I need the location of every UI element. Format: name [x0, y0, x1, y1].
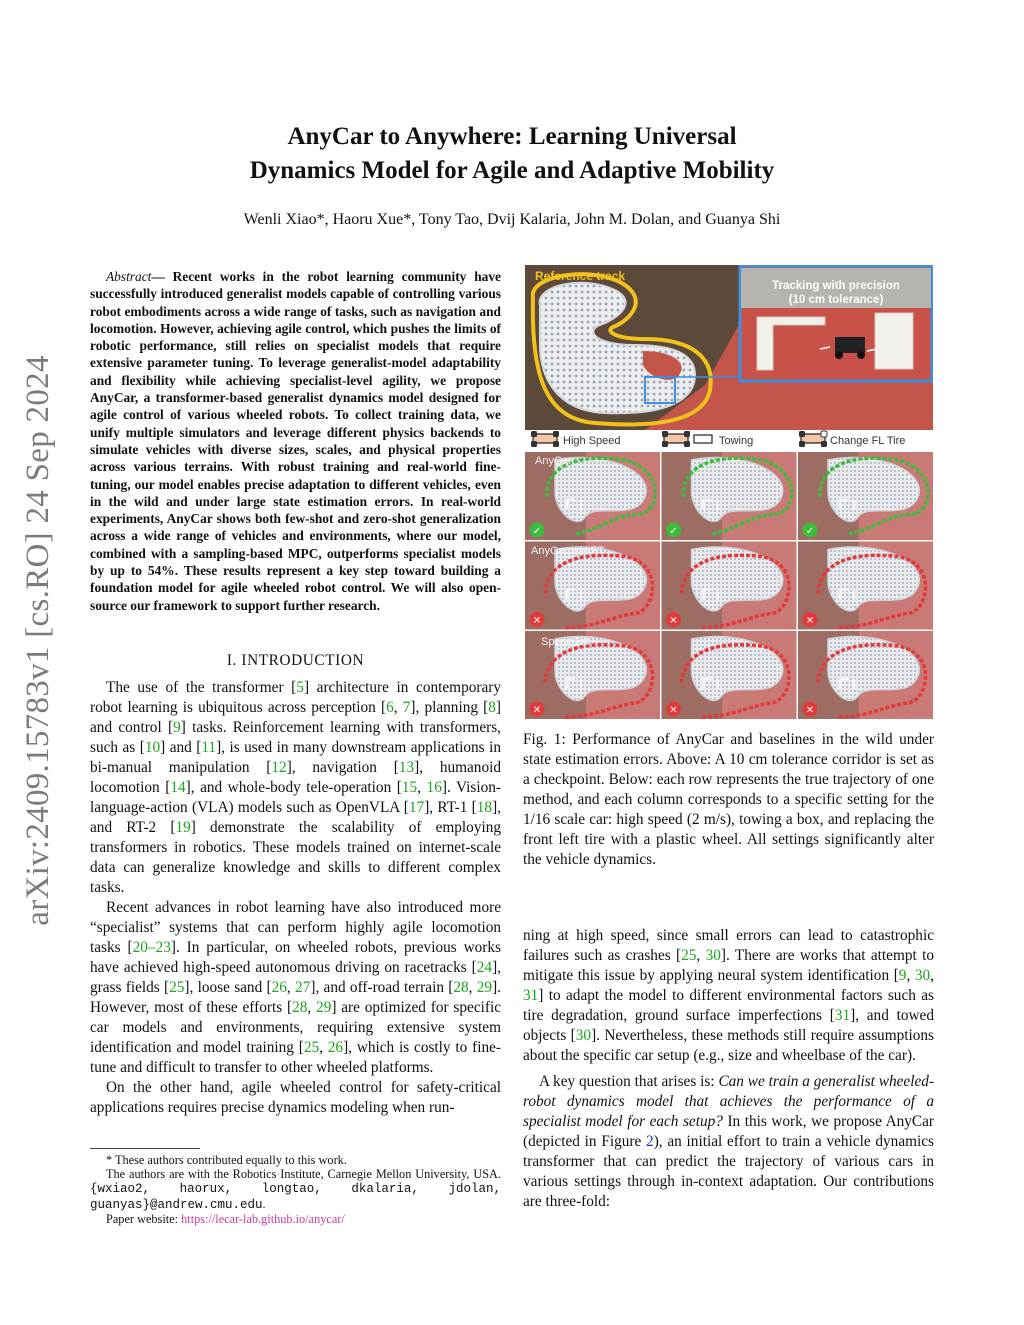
text-run: Recent advances in robot learning have also introduced more “specialist” systems that can perform highly agile locomotion tasks [: [90, 899, 501, 956]
text-run: ], RT-1 [: [424, 799, 477, 816]
text-run: ,: [307, 999, 317, 1016]
intro-left-column: [90, 678, 501, 1118]
citation-link[interactable]: 27: [295, 979, 311, 996]
column-header-change-tire: [799, 431, 905, 447]
citation-link[interactable]: 12: [271, 759, 287, 776]
footnote-website: [90, 1212, 501, 1226]
text-run: ], grass fields [: [90, 959, 501, 996]
text-run: ], and whole-body tele-operation [: [185, 779, 402, 796]
reference-track-label: Reference track: [535, 269, 626, 283]
intro-right-column: [523, 926, 934, 1212]
cross-mark: ✕: [532, 705, 542, 716]
section-heading-introduction: [90, 652, 501, 670]
citation-link[interactable]: 29: [316, 999, 332, 1016]
citation-link[interactable]: 26: [327, 1039, 344, 1056]
figure-1-caption: Fig. 1: Performance of AnyCar and baselines in the wild under state estimation errors. Above: A 10 cm tolerance corridor is set as a checkpoint. Below: each row represents the true trajectory of one method, and each column corresponds to a specific setting for the 1/16 scale car: high speed (2 m/s), towing a box, and replacing the front left tire with a plastic wheel. All settings significantly alter the vehicle dynamics.: [523, 731, 934, 868]
abstract: [90, 268, 501, 614]
citation-link[interactable]: 30: [575, 1027, 592, 1044]
citation-link[interactable]: 19: [175, 819, 191, 836]
text-run: ]. Vision-language-action (VLA) models such as OpenVLA [: [90, 779, 501, 816]
text-run: ,: [393, 699, 403, 716]
author-emails: {wxiao2, haorux, longtao, dkalaria, jdolan, guanyas}@andrew.cmu.edu: [90, 1182, 501, 1212]
column-label: Towing: [719, 435, 754, 447]
car-icon: [662, 431, 712, 447]
text-run: ] are optimized for specific car models and environments, requiring extensive system identification and model training [: [90, 999, 501, 1056]
text-run: ] architecture in contemporary robot learning is ubiquitous across perception [: [90, 679, 501, 716]
text-run: A key question that arises is:: [539, 1073, 719, 1090]
text-run: ), an initial effort to train a vehicle dynamics transformer that can predict the trajectory of various cars in various settings through in-context adaptation. Our contributions are three-fold:: [523, 1133, 935, 1210]
column-label: High Speed: [563, 435, 621, 447]
footnote-equal-contribution: * These authors contributed equally to this work.: [106, 1153, 347, 1167]
text-run: .: [262, 1196, 266, 1211]
text-run: ], navigation [: [286, 759, 399, 776]
paper-website-link[interactable]: https://lecar-lab.github.io/anycar/: [181, 1211, 345, 1226]
cross-mark: ✕: [805, 705, 815, 716]
text-run: ,: [906, 967, 915, 984]
intro-paragraph-1: [90, 678, 501, 898]
row-label-anycar-wo-ft: AnyCar w/o FT: [531, 545, 605, 557]
citation-link[interactable]: 25: [303, 1039, 320, 1056]
cross-mark: ✕: [532, 615, 542, 627]
text-run: ]. However, most of these efforts [: [90, 979, 501, 1016]
research-question: Can we train a generalist wheeled-robot dynamics model that achieves the performance of a specialist model for each setup?: [523, 1073, 934, 1130]
citation-link[interactable]: 28: [453, 979, 469, 996]
trajectory-cell: [662, 542, 797, 630]
citation-link[interactable]: 7: [402, 699, 411, 716]
text-run: ,: [468, 979, 477, 996]
text-run: ning at high speed, since small errors can lead to catastrophic failures such as crashes [: [523, 927, 934, 964]
text-run: ,: [286, 979, 296, 996]
check-mark: ✓: [532, 526, 542, 537]
abstract-label: Abstract: [106, 269, 152, 284]
citation-link[interactable]: 9: [173, 719, 181, 736]
trajectory-cell: [798, 542, 933, 630]
footnotes: [90, 1153, 501, 1226]
section-heading-text: I. INTRODUCTION: [226, 652, 365, 669]
text-run: ], humanoid locomotion [: [90, 759, 501, 796]
text-run: ,: [417, 779, 427, 796]
citation-link[interactable]: 28: [292, 999, 308, 1016]
text-run: Paper website:: [106, 1211, 182, 1226]
trajectory-cell: [798, 452, 933, 540]
figure-1: [525, 265, 933, 720]
footnote-affiliation: [90, 1167, 501, 1212]
text-run: ], loose sand [: [184, 979, 272, 996]
text-run: ], and off-road terrain [: [310, 979, 454, 996]
row-label-specialist: Specialist: [541, 636, 589, 648]
text-run: ]. There are works that attempt to mitigate this issue by applying neural system identification [: [523, 947, 935, 984]
text-run: ] and control [: [90, 699, 502, 736]
car-icon: [531, 431, 559, 447]
citation-link[interactable]: 11: [201, 739, 217, 756]
citation-link[interactable]: 10: [144, 739, 161, 756]
figure-ref-link[interactable]: 2: [646, 1133, 654, 1150]
citation-link[interactable]: 30: [914, 967, 931, 984]
citation-link[interactable]: 16: [426, 779, 442, 796]
car-icon: [799, 431, 827, 447]
citation-link[interactable]: 9: [898, 967, 907, 984]
intro-paragraph-3: On the other hand, agile wheeled control for safety-critical applications requires precise dynamics modeling when run-: [90, 1079, 501, 1116]
citation-link[interactable]: 18: [476, 799, 493, 816]
check-mark: ✓: [669, 526, 678, 537]
arxiv-stamp: [18, 330, 58, 950]
text-run: ] demonstrate the scalability of employing transformers in robotics. These models trained on internet-scale data can generalize knowledge and skills to different complex tasks.: [90, 819, 502, 896]
text-run: ,: [696, 947, 706, 964]
text-run: ,: [319, 1039, 328, 1056]
text-run: In this work, we propose AnyCar (depicted in Figure: [523, 1113, 934, 1150]
text-run: ], and towed objects [: [523, 1007, 934, 1044]
right-paragraph-1: [523, 926, 934, 1066]
citation-link[interactable]: 31: [523, 987, 539, 1004]
citation-link[interactable]: 29: [476, 979, 493, 996]
citation-link[interactable]: 24: [476, 959, 493, 976]
citation-link[interactable]: 31: [834, 1007, 851, 1024]
text-run: The authors are with the Robotics Institute, Carnegie Mellon University, USA.: [106, 1167, 501, 1182]
citation-link[interactable]: 20–23: [132, 939, 171, 956]
citation-link[interactable]: 17: [408, 799, 425, 816]
footnote-rule: [90, 1148, 200, 1149]
cross-mark: ✕: [669, 705, 678, 716]
cross-mark: ✕: [669, 615, 678, 627]
citation-link[interactable]: 6: [386, 699, 394, 716]
column-header-towing: [662, 431, 753, 447]
cross-mark: ✕: [805, 615, 815, 627]
column-label: Change FL Tire: [830, 435, 906, 447]
text-run: The use of the transformer [: [106, 679, 297, 696]
intro-paragraph-2: [90, 898, 501, 1078]
citation-link[interactable]: 14: [170, 779, 186, 796]
text-run: ], is used in many downstream applications in bi-manual manipulation [: [90, 739, 501, 776]
text-run: ], which is costly to fine-tune and difficult to transfer to other wheeled platforms.: [90, 1039, 501, 1076]
paper-title: [100, 120, 924, 188]
text-run: ,: [930, 967, 934, 984]
text-run: ] to adapt the model to different environmental factors such as tire degradation, ground surface imperfections [: [523, 987, 934, 1024]
arxiv-id: arXiv:2409.15783v1 [cs.RO] 24 Sep 2024: [19, 354, 56, 926]
citation-link[interactable]: 8: [488, 699, 496, 716]
trajectory-grid: [525, 452, 933, 719]
inset-title-line-2: (10 cm tolerance): [788, 294, 884, 306]
inset-title-line-1: Tracking with precision: [772, 280, 900, 292]
column-header-high-speed: [531, 431, 621, 447]
citation-link[interactable]: 15: [401, 779, 418, 796]
check-mark: ✓: [805, 526, 815, 537]
text-run: ] tasks. Reinforcement learning with transformers, such as [: [90, 719, 501, 756]
text-run: ], planning [: [410, 699, 489, 716]
citation-link[interactable]: 13: [398, 759, 415, 776]
abstract-text: — Recent works in the robot learning community have successfully introduced generalist models capable of controlling various robot embodiments across a wide range of tasks, such as navigation and locomotion. However, achieving agile control, which pushes the limits of robotic performance, still relies on specialist models that require extensive parameter tuning. To leverage generalist-model adaptability and flexibility while achieving specialist-level agility, we propose AnyCar, a transformer-based generalist dynamics model designed for agile control of various wheeled robots. To collect training data, we unify multiple simulators and leverage different physics backends to simulate vehicles with diverse sizes, scales, and physical properties across various terrains. With robust training and real-world fine-tuning, our model enables precise adaptation to different vehicles, even in the wild and under large state estimation errors. In real-world experiments, AnyCar shows both few-shot and zero-shot generalization across a wide range of vehicles and environments, where our model, combined with a sampling-based MPC, outperforms specialist models by up to 54%. These results represent a key step toward building a foundation model for agile wheeled robot control. We will also open-source our framework to support further research.: [90, 269, 501, 613]
text-run: ]. In particular, on wheeled robots, previous works have achieved high-speed autonomous driving on racetracks [: [90, 939, 501, 976]
trajectory-cell: [662, 631, 797, 719]
trajectory-cell: [662, 452, 797, 540]
title-line-1: AnyCar to Anywhere: Learning Universal: [287, 123, 737, 150]
citation-link[interactable]: 25: [681, 947, 697, 964]
citation-link[interactable]: 30: [705, 947, 721, 964]
citation-link[interactable]: 25: [169, 979, 185, 996]
author-list: Wenli Xiao*, Haoru Xue*, Tony Tao, Dvij Kalaria, John M. Dolan, and Guanya Shi: [243, 211, 781, 228]
citation-link[interactable]: 5: [296, 679, 304, 696]
right-paragraph-2: [523, 1072, 934, 1212]
title-line-2: Dynamics Model for Agile and Adaptive Mobility: [249, 157, 775, 184]
trajectory-cell: [798, 631, 933, 719]
citation-link[interactable]: 26: [271, 979, 287, 996]
text-run: ] and [: [160, 739, 202, 756]
text-run: ]. Nevertheless, these methods still require assumptions about the specific car setup (e.g., size and wheelbase of the car).: [523, 1027, 934, 1064]
figure-1-graphic: [525, 265, 933, 720]
text-run: ], and RT-2 [: [90, 799, 501, 836]
row-label-anycar: AnyCar: [535, 455, 572, 467]
